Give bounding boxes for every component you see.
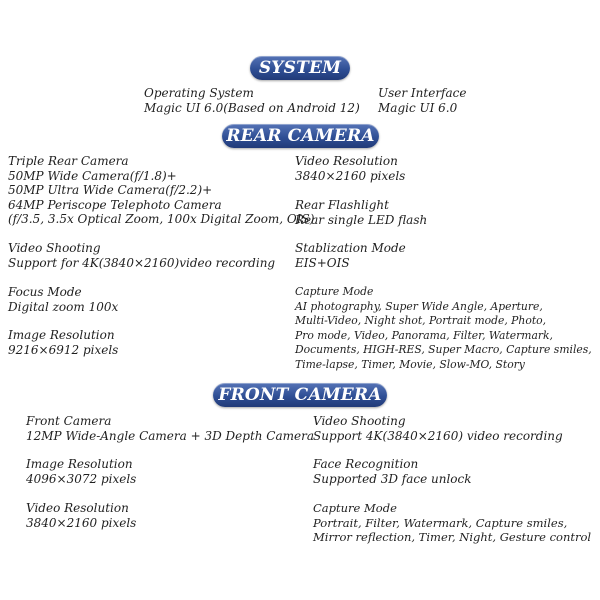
spec-value-line: Time-lapse, Timer, Movie, Slow-MO, Story xyxy=(295,357,525,371)
spec-label: User Interface xyxy=(378,86,467,100)
rear-camera-section-title: REAR CAMERA xyxy=(222,124,379,148)
spec-value-line: 3840×2160 pixels xyxy=(26,515,137,530)
spec-value-line: 64MP Periscope Telephoto Camera xyxy=(8,197,222,212)
spec-rear-video-resolution xyxy=(295,154,405,183)
system-section-title: SYSTEM xyxy=(250,56,350,80)
spec-value-line: 9216×6912 pixels xyxy=(8,342,119,357)
spec-label: Capture Mode xyxy=(313,501,397,515)
spec-value-line: 50MP Ultra Wide Camera(f/2.2)+ xyxy=(8,183,213,198)
spec-label: Image Resolution xyxy=(26,457,133,471)
spec-front-image-resolution xyxy=(26,457,136,486)
spec-value-line: Pro mode, Video, Panorama, Filter, Watermark, xyxy=(295,328,553,342)
spec-value-line: Documents, HIGH-RES, Super Macro, Capture smiles, xyxy=(295,343,592,357)
spec-value-line: Mirror reflection, Timer, Night, Gesture control xyxy=(313,530,592,545)
spec-value: Magic UI 6.0 xyxy=(378,100,458,115)
spec-value-line: 3840×2160 pixels xyxy=(295,168,406,183)
front-camera-section-title: FRONT CAMERA xyxy=(213,383,387,407)
spec-label: Image Resolution xyxy=(8,328,115,342)
spec-value-line: EIS+OIS xyxy=(295,255,350,270)
spec-label: Triple Rear Camera xyxy=(8,154,129,168)
spec-stabilization-mode xyxy=(295,241,406,270)
spec-value: Magic UI 6.0(Based on Android 12) xyxy=(144,100,360,115)
spec-value-line: Supported 3D face unlock xyxy=(313,471,472,486)
spec-value-line: 12MP Wide-Angle Camera + 3D Depth Camera xyxy=(26,428,315,443)
spec-user-interface xyxy=(378,86,466,115)
spec-value-line: Portrait, Filter, Watermark, Capture smiles, xyxy=(313,515,568,530)
spec-rear-flashlight xyxy=(295,198,427,227)
spec-value-line: Digital zoom 100x xyxy=(8,299,119,314)
spec-value-line: Support 4K(3840×2160) video recording xyxy=(313,428,563,443)
spec-label: Focus Mode xyxy=(8,285,82,299)
spec-value-line: AI photography, Super Wide Angle, Aperture, xyxy=(295,299,543,313)
spec-front-video-resolution xyxy=(26,501,136,530)
spec-label: Video Resolution xyxy=(26,501,129,515)
spec-rear-capture-mode xyxy=(295,285,592,373)
spec-rear-video-shooting xyxy=(8,241,275,270)
spec-label: Face Recognition xyxy=(313,457,419,471)
spec-label: Rear Flashlight xyxy=(295,198,389,212)
spec-value-line: Multi-Video, Night shot, Portrait mode, Photo, xyxy=(295,314,547,328)
spec-label: Front Camera xyxy=(26,414,112,428)
spec-rear-image-resolution xyxy=(8,328,118,357)
spec-operating-system xyxy=(144,86,360,115)
spec-front-video-shooting xyxy=(313,414,563,443)
spec-value-line: 4096×3072 pixels xyxy=(26,471,137,486)
spec-focus-mode xyxy=(8,285,118,314)
spec-label: Video Resolution xyxy=(295,154,398,168)
spec-front-camera xyxy=(26,414,314,443)
spec-value-line: (f/3.5, 3.5x Optical Zoom, 100x Digital Zoom, OIS) xyxy=(8,212,315,227)
spec-value-line: 50MP Wide Camera(f/1.8)+ xyxy=(8,168,177,183)
spec-label: Capture Mode xyxy=(295,285,374,298)
spec-label: Video Shooting xyxy=(8,241,101,255)
spec-value-line: Rear single LED flash xyxy=(295,212,428,227)
spec-label: Stablization Mode xyxy=(295,241,406,255)
spec-value-line: Support for 4K(3840×2160)video recording xyxy=(8,255,276,270)
spec-triple-rear-camera xyxy=(8,154,314,227)
spec-front-capture-mode xyxy=(313,501,591,545)
spec-label: Operating System xyxy=(144,86,254,100)
spec-face-recognition xyxy=(313,457,472,486)
spec-label: Video Shooting xyxy=(313,414,406,428)
